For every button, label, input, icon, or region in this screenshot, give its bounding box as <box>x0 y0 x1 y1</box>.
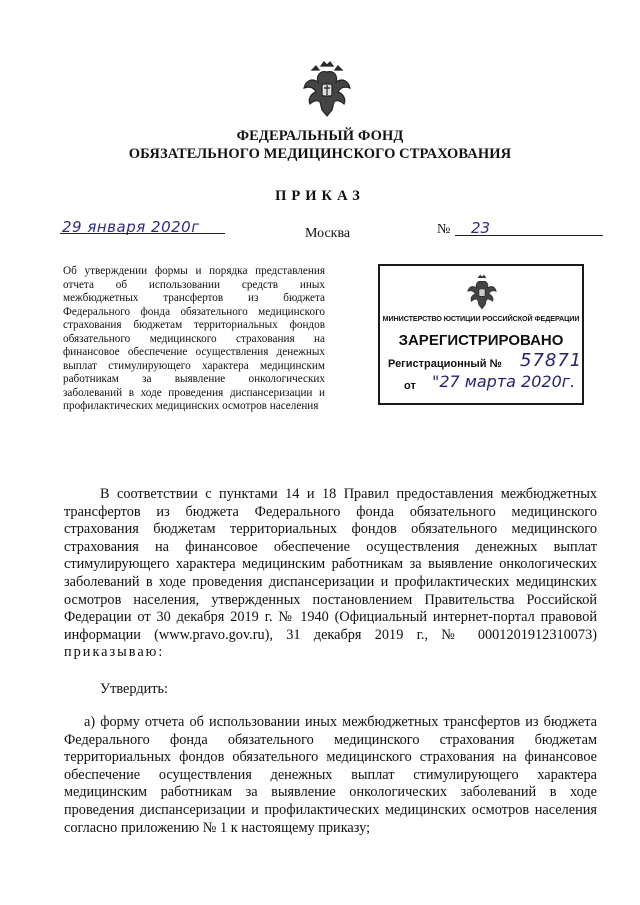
stamp-from-label: от <box>404 380 416 392</box>
document-type-title: ПРИКАЗ <box>275 188 365 204</box>
order-number-label: № <box>437 222 451 237</box>
order-subject: Об утверждении формы и порядка представления отчета об использовании средств иных межбюджетных трансфертов из бюджета Федерального фонда обязательного медицинского страхования бюджетам территориальных фондов обязательного медицинского страхования на финансовое обеспечение осуществления денежных выплат стимулирующего характера медицинским работникам за выявление онкологических заболеваний в ходе проведения диспансеризации и профилактических медицинских осмотров населения <box>63 265 325 412</box>
order-date-handwritten: 29 января 2020г <box>62 218 200 236</box>
organization-name-line1: ФЕДЕРАЛЬНЫЙ ФОНД <box>236 128 404 144</box>
stamp-registered-title: ЗАРЕГИСТРИРОВАНО <box>398 332 564 349</box>
stamp-reg-number: 57871 <box>520 350 583 371</box>
paragraph-approve: Утвердить: <box>100 681 169 697</box>
order-verb: приказываю: <box>64 644 165 661</box>
paragraph-legal-basis <box>64 486 597 662</box>
order-number-handwritten: 23 <box>471 219 491 237</box>
date-underline <box>60 233 225 234</box>
coat-of-arms-emblem <box>302 60 352 118</box>
stamp-reg-number-label: Регистрационный № <box>388 358 502 370</box>
paragraph-item-a: а) форму отчета об использовании иных межбюджетных трансфертов из бюджета Федерального фонда обязательного медицинского страхования бюджетам территориальных фондов обязательного медицинского страхования на финансовое обеспечение осуществления денежных выплат стимулирующего характера медицинским работникам за выявление онкологических заболеваний в ходе проведения диспансеризации и профилактических медицинских осмотров населения согласно приложению № 1 к настоящему приказу; <box>64 714 597 836</box>
legal-basis-text: В соответствии с пунктами 14 и 18 Правил предоставления межбюджетных трансфертов из бюджета Федерального фонда обязательного медицинского страхования бюджетам территориальных фондов обязательного медицинского страхования на финансовое обеспечение осуществления денежных выплат стимулирующего характера медицинским работникам за выявление онкологических заболеваний в ходе проведения диспансеризации и профилактических медицинских осмотров населения, утвержденных постановлением Правительства Российской Федерации от 30 декабря 2019 г. № 1940 (Официальный интернет-портал правовой информации (www.pravo.gov.ru), 31 декабря 2019 г., № 0001201912310073) <box>64 486 597 643</box>
stamp-emblem-icon <box>466 274 498 310</box>
registration-stamp <box>378 264 584 405</box>
organization-name-line2: ОБЯЗАТЕЛЬНОГО МЕДИЦИНСКОГО СТРАХОВАНИЯ <box>128 146 512 162</box>
city-name: Москва <box>305 226 351 241</box>
stamp-ministry-name: МИНИСТЕРСТВО ЮСТИЦИИ РОССИЙСКОЙ ФЕДЕРАЦИИ <box>382 314 580 323</box>
stamp-reg-date: "27 марта 2020г. <box>432 372 576 391</box>
number-underline <box>455 235 603 236</box>
